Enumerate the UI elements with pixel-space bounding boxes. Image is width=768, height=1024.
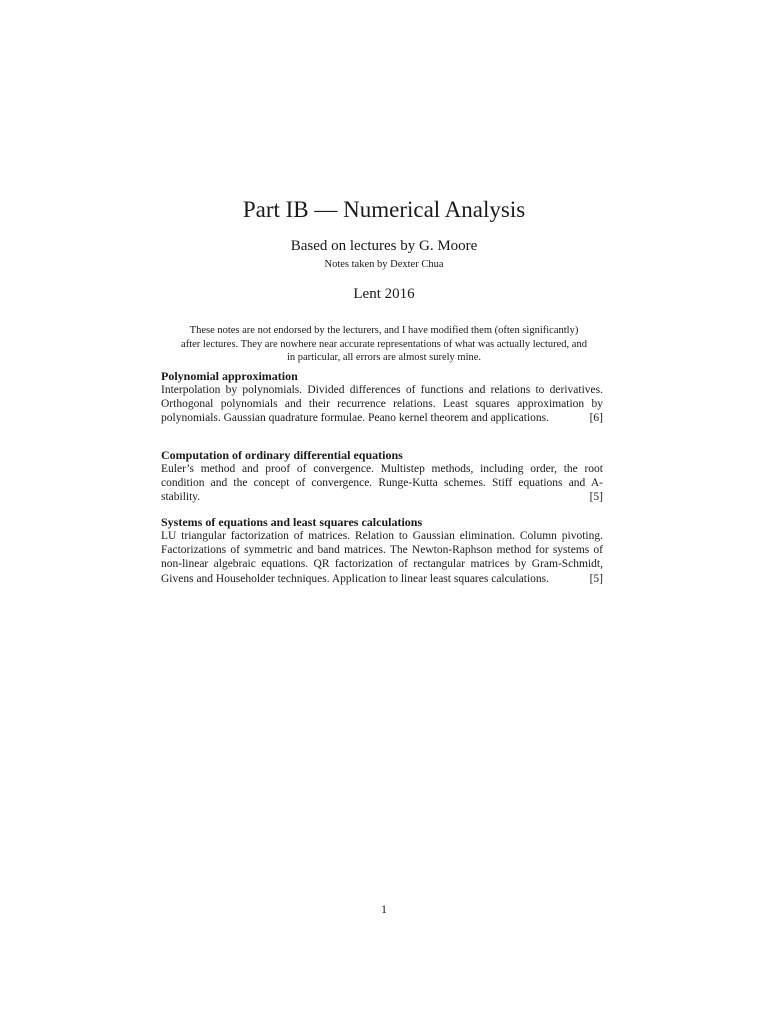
section-text: LU triangular factorization of matrices. Relation to Gaussian elimination. Column pivoting. Factorizations of symmetric and band matrices. The Newton-Raphson method for systems of non-linear algebraic equations. QR factorization of rectangular matrices by Gram-Schmidt, Givens and Householder techniques. Application to linear least squares calculations. — [161, 530, 603, 585]
section-text: Interpolation by polynomials. Divided differences of functions and relations to derivatives. Orthogonal polynomials and their recurrence relations. Least squares approximation by polynomials. Gaussian quadrature formulae. Peano kernel theorem and applications. — [161, 384, 603, 425]
section-body — [161, 462, 603, 505]
section-ode-computation — [161, 448, 603, 505]
lecture-count: [5] — [589, 491, 603, 504]
lecture-count: [6] — [589, 412, 603, 425]
section-systems-of-equations — [161, 515, 603, 586]
lecture-count: [5] — [589, 572, 603, 585]
section-body — [161, 529, 603, 586]
page-number: 1 — [381, 902, 387, 916]
section-text: Euler’s method and proof of convergence. Multistep methods, including order, the root condition and the concept of convergence. Runge-Kutta schemes. Stiff equations and A-stability. — [161, 463, 603, 504]
disclaimer: These notes are not endorsed by the lecturers, and I have modified them (often significantly) after lectures. They are nowhere near accurate representations of what was actually lectured, and in particular, all errors are almost surely mine. — [181, 325, 587, 363]
document-title: Part IB — Numerical Analysis — [242, 197, 526, 222]
section-polynomial-approximation — [161, 369, 603, 426]
section-heading: Systems of equations and least squares calculations — [161, 515, 423, 529]
section-heading: Computation of ordinary differential equations — [161, 448, 403, 462]
section-heading: Polynomial approximation — [161, 369, 298, 383]
lecturer-line: Based on lectures by G. Moore — [290, 238, 478, 254]
scribe-line: Notes taken by Dexter Chua — [324, 259, 444, 270]
term-line: Lent 2016 — [353, 286, 415, 302]
section-body — [161, 383, 603, 426]
